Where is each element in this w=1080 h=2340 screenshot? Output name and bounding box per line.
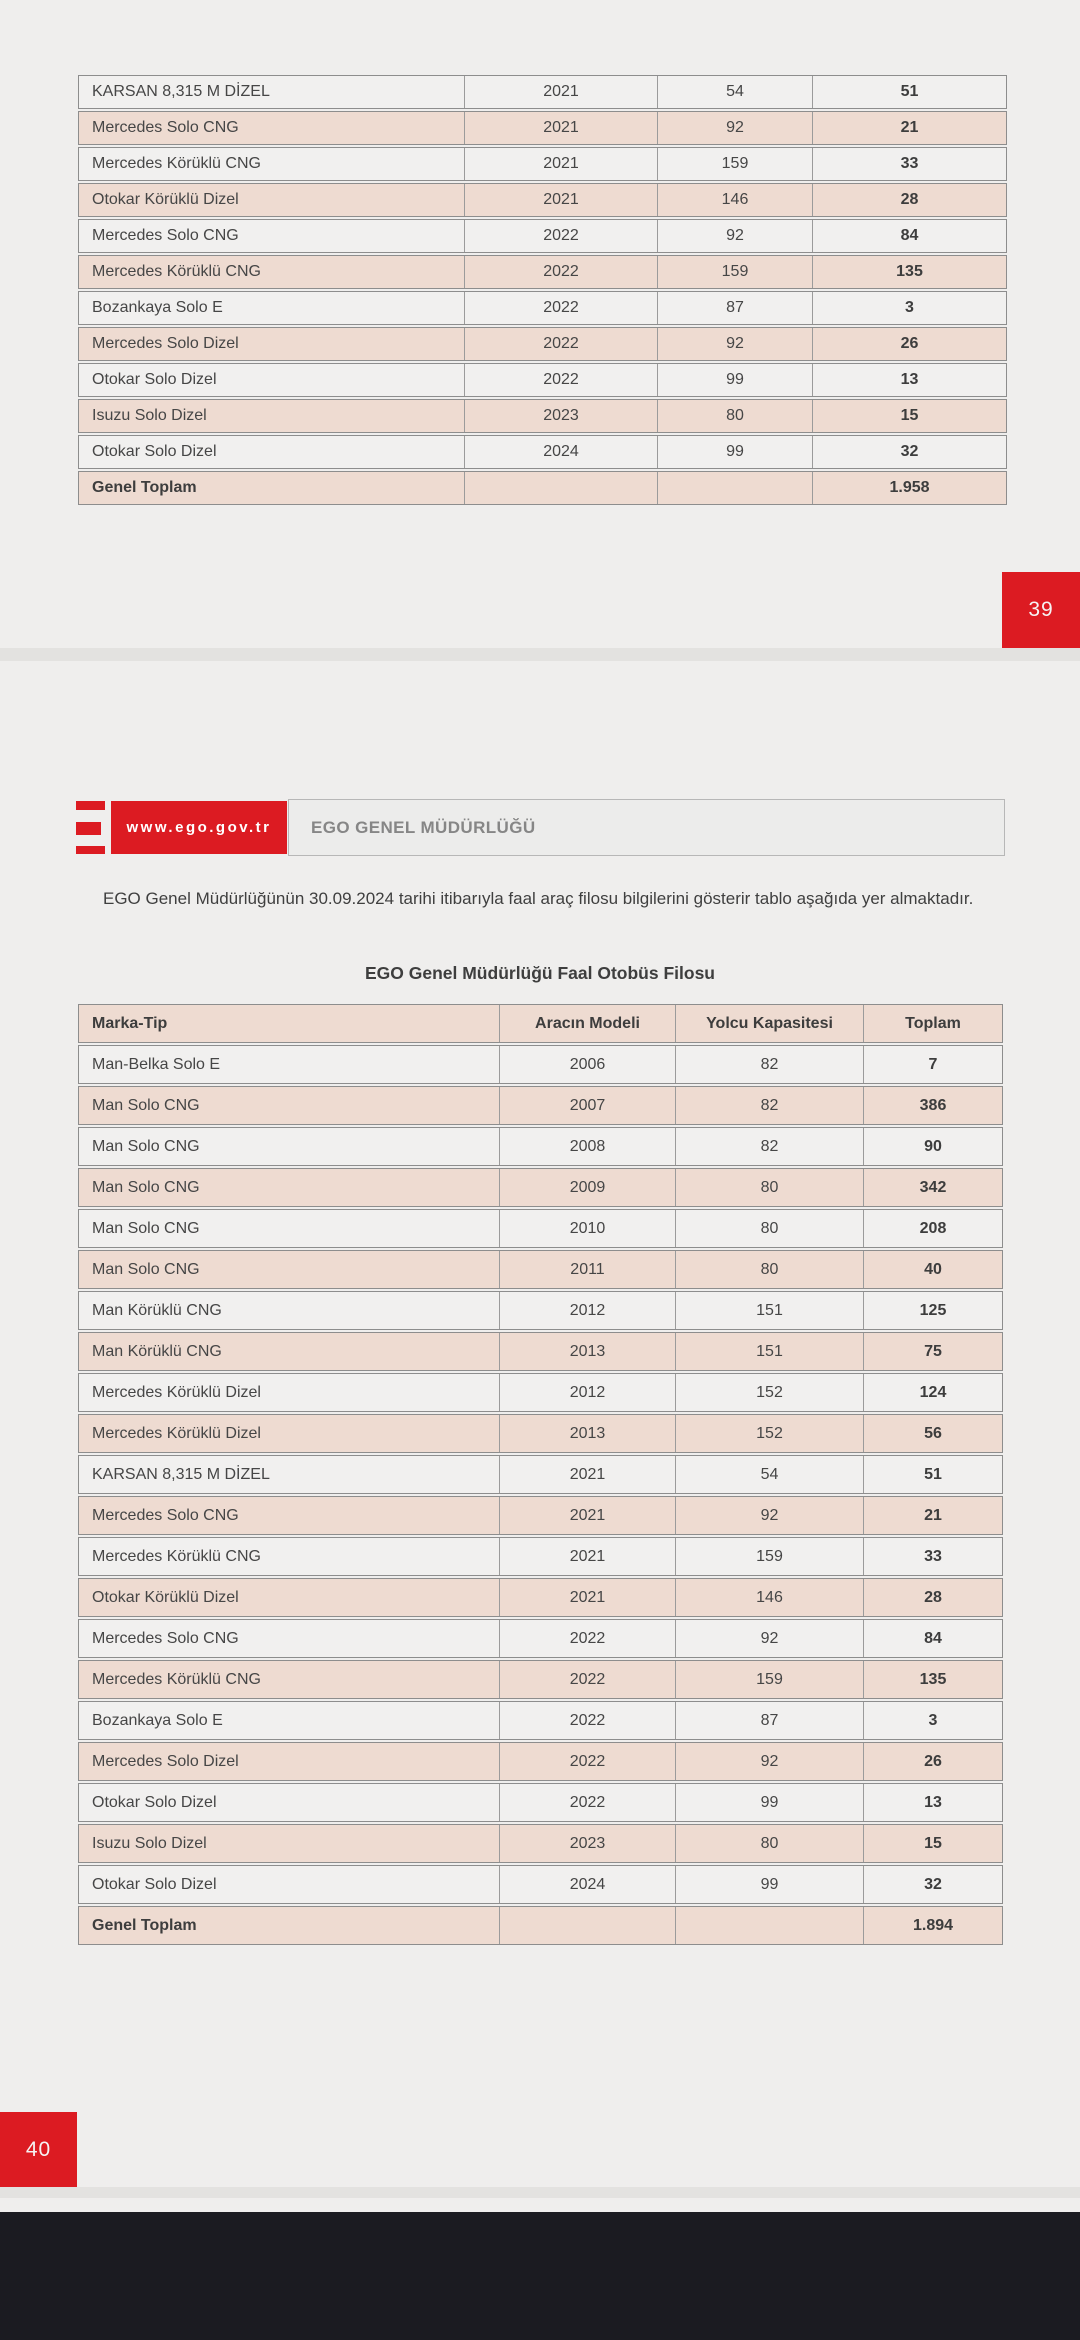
cell-aracin-modeli: 2011	[499, 1251, 675, 1288]
cell-aracin-modeli	[499, 1907, 675, 1944]
cell-toplam: 28	[812, 184, 1006, 216]
cell-toplam: 26	[812, 328, 1006, 360]
cell-toplam: 21	[863, 1497, 1002, 1534]
cell-yolcu-kapasitesi	[675, 1907, 863, 1944]
cell-aracin-modeli: 2012	[499, 1374, 675, 1411]
cell-toplam: 3	[812, 292, 1006, 324]
table-row	[78, 147, 1007, 181]
table-title: EGO Genel Müdürlüğü Faal Otobüs Filosu	[364, 963, 715, 983]
cell-toplam: 33	[812, 148, 1006, 180]
cell-aracin-modeli: 2021	[499, 1497, 675, 1534]
table-row	[78, 399, 1007, 433]
cell-yolcu-kapasitesi: 80	[675, 1169, 863, 1206]
cell-toplam: 13	[812, 364, 1006, 396]
cell-yolcu-kapasitesi: 82	[675, 1087, 863, 1124]
cell-marka-tip: Mercedes Körüklü CNG	[92, 1670, 261, 1688]
cell-marka-tip: Otokar Körüklü Dizel	[92, 1588, 239, 1606]
cell-yolcu-kapasitesi: 99	[675, 1866, 863, 1903]
cell-yolcu-kapasitesi: 80	[675, 1210, 863, 1247]
cell-marka-tip: Mercedes Körüklü Dizel	[92, 1383, 261, 1401]
cell-yolcu-kapasitesi: 80	[675, 1251, 863, 1288]
cell-toplam: 32	[812, 436, 1006, 468]
table-row	[78, 1127, 1003, 1166]
ego-website-link[interactable]	[111, 801, 287, 854]
fleet-table-page39	[78, 75, 1007, 507]
cell-yolcu-kapasitesi: 151	[675, 1292, 863, 1329]
cell-yolcu-kapasitesi: 82	[675, 1128, 863, 1165]
section-header-title: EGO GENEL MÜDÜRLÜĞÜ	[311, 817, 536, 837]
cell-aracin-modeli: 2008	[499, 1128, 675, 1165]
cell-yolcu-kapasitesi: 151	[675, 1333, 863, 1370]
cell-aracin-modeli: 2021	[499, 1538, 675, 1575]
cell-toplam: 90	[863, 1128, 1002, 1165]
cell-aracin-modeli: 2013	[499, 1333, 675, 1370]
cell-marka-tip: Mercedes Solo CNG	[92, 227, 239, 244]
table-row	[78, 1414, 1003, 1453]
cell-aracin-modeli: 2012	[499, 1292, 675, 1329]
cell-aracin-modeli: 2022	[499, 1661, 675, 1698]
cell-toplam: 208	[863, 1210, 1002, 1247]
table-header-row	[78, 1004, 1003, 1043]
cell-toplam: 56	[863, 1415, 1002, 1452]
cell-marka-tip: Man Solo CNG	[92, 1260, 200, 1278]
table-row	[78, 291, 1007, 325]
cell-aracin-modeli: 2021	[464, 76, 657, 108]
cell-toplam: 124	[863, 1374, 1002, 1411]
cell-marka-tip: Mercedes Solo CNG	[92, 1629, 239, 1647]
cell-marka-tip: Mercedes Solo Dizel	[92, 1752, 239, 1770]
table-row	[78, 1455, 1003, 1494]
cell-marka-tip: Otokar Solo Dizel	[92, 443, 217, 460]
table-row	[78, 111, 1007, 145]
cell-marka-tip: Man Solo CNG	[92, 1178, 200, 1196]
cell-aracin-modeli	[464, 472, 657, 504]
cell-toplam: 1.958	[812, 472, 1006, 504]
table-row	[78, 1701, 1003, 1740]
page-separator	[0, 648, 1080, 661]
page-number-label: 40	[25, 2137, 52, 2161]
cell-yolcu-kapasitesi: 92	[657, 328, 812, 360]
cell-aracin-modeli: 2022	[464, 220, 657, 252]
page-number-badge-39	[1002, 572, 1080, 648]
table-row	[78, 1660, 1003, 1699]
cell-marka-tip: KARSAN 8,315 M DİZEL	[92, 83, 270, 100]
viewer-footer-bar	[0, 2212, 1080, 2340]
cell-yolcu-kapasitesi: 87	[675, 1702, 863, 1739]
cell-yolcu-kapasitesi: 92	[657, 220, 812, 252]
header-toplam: Toplam	[863, 1005, 1002, 1042]
cell-yolcu-kapasitesi: 87	[657, 292, 812, 324]
cell-yolcu-kapasitesi: 82	[675, 1046, 863, 1083]
table-row	[78, 1619, 1003, 1658]
cell-toplam: 33	[863, 1538, 1002, 1575]
table-row	[78, 1086, 1003, 1125]
cell-aracin-modeli: 2021	[499, 1579, 675, 1616]
cell-yolcu-kapasitesi: 159	[675, 1538, 863, 1575]
cell-toplam: 135	[863, 1661, 1002, 1698]
cell-marka-tip: Mercedes Körüklü CNG	[92, 263, 261, 280]
cell-toplam: 7	[863, 1046, 1002, 1083]
cell-toplam: 13	[863, 1784, 1002, 1821]
cell-aracin-modeli: 2022	[499, 1784, 675, 1821]
table-row	[78, 219, 1007, 253]
table-row	[78, 1742, 1003, 1781]
cell-marka-tip: Otokar Solo Dizel	[92, 371, 217, 388]
cell-marka-tip: Mercedes Solo CNG	[92, 119, 239, 136]
table-row	[78, 183, 1007, 217]
header-marka-tip: Marka-Tip	[92, 1014, 168, 1032]
cell-aracin-modeli: 2022	[464, 328, 657, 360]
cell-aracin-modeli: 2023	[499, 1825, 675, 1862]
cell-aracin-modeli: 2023	[464, 400, 657, 432]
page-number-badge-40	[0, 2112, 77, 2187]
ego-url-label: www.ego.gov.tr	[126, 819, 272, 836]
cell-aracin-modeli: 2010	[499, 1210, 675, 1247]
cell-toplam: 125	[863, 1292, 1002, 1329]
page-separator	[0, 2187, 1080, 2198]
cell-aracin-modeli: 2009	[499, 1169, 675, 1206]
table-row	[78, 1291, 1003, 1330]
table-row	[78, 1332, 1003, 1371]
cell-yolcu-kapasitesi: 99	[657, 436, 812, 468]
cell-marka-tip: Mercedes Körüklü CNG	[92, 155, 261, 172]
cell-yolcu-kapasitesi: 99	[675, 1784, 863, 1821]
header-yolcu-kapasitesi: Yolcu Kapasitesi	[675, 1005, 863, 1042]
cell-yolcu-kapasitesi: 92	[675, 1620, 863, 1657]
cell-marka-tip: Mercedes Solo CNG	[92, 1506, 239, 1524]
cell-yolcu-kapasitesi: 159	[675, 1661, 863, 1698]
cell-aracin-modeli: 2022	[499, 1620, 675, 1657]
cell-aracin-modeli: 2022	[464, 292, 657, 324]
cell-toplam: 28	[863, 1579, 1002, 1616]
cell-toplam: 32	[863, 1866, 1002, 1903]
cell-aracin-modeli: 2022	[464, 256, 657, 288]
cell-yolcu-kapasitesi: 152	[675, 1374, 863, 1411]
page-number-label: 39	[1028, 598, 1054, 621]
cell-toplam: 75	[863, 1333, 1002, 1370]
cell-toplam: 26	[863, 1743, 1002, 1780]
cell-marka-tip: Man Körüklü CNG	[92, 1301, 222, 1319]
cell-aracin-modeli: 2022	[499, 1743, 675, 1780]
cell-marka-tip: Mercedes Körüklü CNG	[92, 1547, 261, 1565]
cell-marka-tip: Mercedes Solo Dizel	[92, 335, 239, 352]
table-row	[78, 1209, 1003, 1248]
cell-marka-tip: Genel Toplam	[92, 479, 197, 496]
cell-yolcu-kapasitesi: 146	[657, 184, 812, 216]
table-row	[78, 1783, 1003, 1822]
cell-toplam: 342	[863, 1169, 1002, 1206]
cell-aracin-modeli: 2024	[499, 1866, 675, 1903]
cell-marka-tip: Otokar Körüklü Dizel	[92, 191, 239, 208]
fleet-table-page40	[78, 1004, 1003, 1947]
cell-toplam: 84	[863, 1620, 1002, 1657]
cell-yolcu-kapasitesi: 80	[675, 1825, 863, 1862]
intro-paragraph: EGO Genel Müdürlüğünün 30.09.2024 tarihi itibarıyla faal araç filosu bilgilerini gösterir tablo aşağıda yer almaktadır.	[103, 889, 974, 908]
cell-marka-tip: Man Körüklü CNG	[92, 1342, 222, 1360]
cell-marka-tip: Otokar Solo Dizel	[92, 1875, 217, 1893]
ego-logo-icon	[76, 801, 105, 854]
table-row	[78, 1373, 1003, 1412]
cell-yolcu-kapasitesi: 92	[675, 1497, 863, 1534]
cell-toplam: 15	[863, 1825, 1002, 1862]
cell-toplam: 15	[812, 400, 1006, 432]
cell-toplam: 135	[812, 256, 1006, 288]
cell-marka-tip: Man Solo CNG	[92, 1219, 200, 1237]
table-row	[78, 1906, 1003, 1945]
cell-marka-tip: Isuzu Solo Dizel	[92, 1834, 207, 1852]
cell-yolcu-kapasitesi: 159	[657, 148, 812, 180]
cell-marka-tip: Genel Toplam	[92, 1916, 197, 1934]
cell-toplam: 386	[863, 1087, 1002, 1124]
cell-marka-tip: Bozankaya Solo E	[92, 299, 223, 316]
cell-toplam: 51	[863, 1456, 1002, 1493]
cell-toplam: 84	[812, 220, 1006, 252]
table-row	[78, 1537, 1003, 1576]
cell-aracin-modeli: 2021	[464, 112, 657, 144]
cell-aracin-modeli: 2024	[464, 436, 657, 468]
table-row	[78, 1045, 1003, 1084]
cell-yolcu-kapasitesi: 146	[675, 1579, 863, 1616]
cell-yolcu-kapasitesi	[657, 472, 812, 504]
cell-marka-tip: KARSAN 8,315 M DİZEL	[92, 1465, 270, 1483]
cell-yolcu-kapasitesi: 99	[657, 364, 812, 396]
table-row	[78, 1578, 1003, 1617]
table-row	[78, 435, 1007, 469]
cell-marka-tip: Man Solo CNG	[92, 1137, 200, 1155]
table-row	[78, 255, 1007, 289]
header-aracin-modeli: Aracın Modeli	[499, 1005, 675, 1042]
cell-toplam: 51	[812, 76, 1006, 108]
cell-toplam: 1.894	[863, 1907, 1002, 1944]
table-row	[78, 1865, 1003, 1904]
table-row	[78, 327, 1007, 361]
cell-aracin-modeli: 2021	[464, 148, 657, 180]
cell-toplam: 3	[863, 1702, 1002, 1739]
cell-aracin-modeli: 2022	[499, 1702, 675, 1739]
cell-aracin-modeli: 2021	[464, 184, 657, 216]
cell-yolcu-kapasitesi: 80	[657, 400, 812, 432]
cell-aracin-modeli: 2021	[499, 1456, 675, 1493]
section-header-box	[288, 799, 1005, 856]
cell-toplam: 21	[812, 112, 1006, 144]
table-row	[78, 1250, 1003, 1289]
table-row	[78, 1168, 1003, 1207]
cell-yolcu-kapasitesi: 54	[657, 76, 812, 108]
cell-yolcu-kapasitesi: 152	[675, 1415, 863, 1452]
cell-marka-tip: Man Solo CNG	[92, 1096, 200, 1114]
table-row	[78, 75, 1007, 109]
table-row	[78, 471, 1007, 505]
cell-yolcu-kapasitesi: 159	[657, 256, 812, 288]
cell-marka-tip: Mercedes Körüklü Dizel	[92, 1424, 261, 1442]
table-row	[78, 1496, 1003, 1535]
cell-aracin-modeli: 2007	[499, 1087, 675, 1124]
table-row	[78, 1824, 1003, 1863]
cell-aracin-modeli: 2022	[464, 364, 657, 396]
cell-toplam: 40	[863, 1251, 1002, 1288]
cell-marka-tip: Isuzu Solo Dizel	[92, 407, 207, 424]
cell-yolcu-kapasitesi: 54	[675, 1456, 863, 1493]
cell-marka-tip: Man-Belka Solo E	[92, 1055, 221, 1073]
cell-aracin-modeli: 2006	[499, 1046, 675, 1083]
cell-yolcu-kapasitesi: 92	[657, 112, 812, 144]
cell-marka-tip: Otokar Solo Dizel	[92, 1793, 217, 1811]
table-row	[78, 363, 1007, 397]
cell-marka-tip: Bozankaya Solo E	[92, 1711, 223, 1729]
cell-aracin-modeli: 2013	[499, 1415, 675, 1452]
cell-yolcu-kapasitesi: 92	[675, 1743, 863, 1780]
